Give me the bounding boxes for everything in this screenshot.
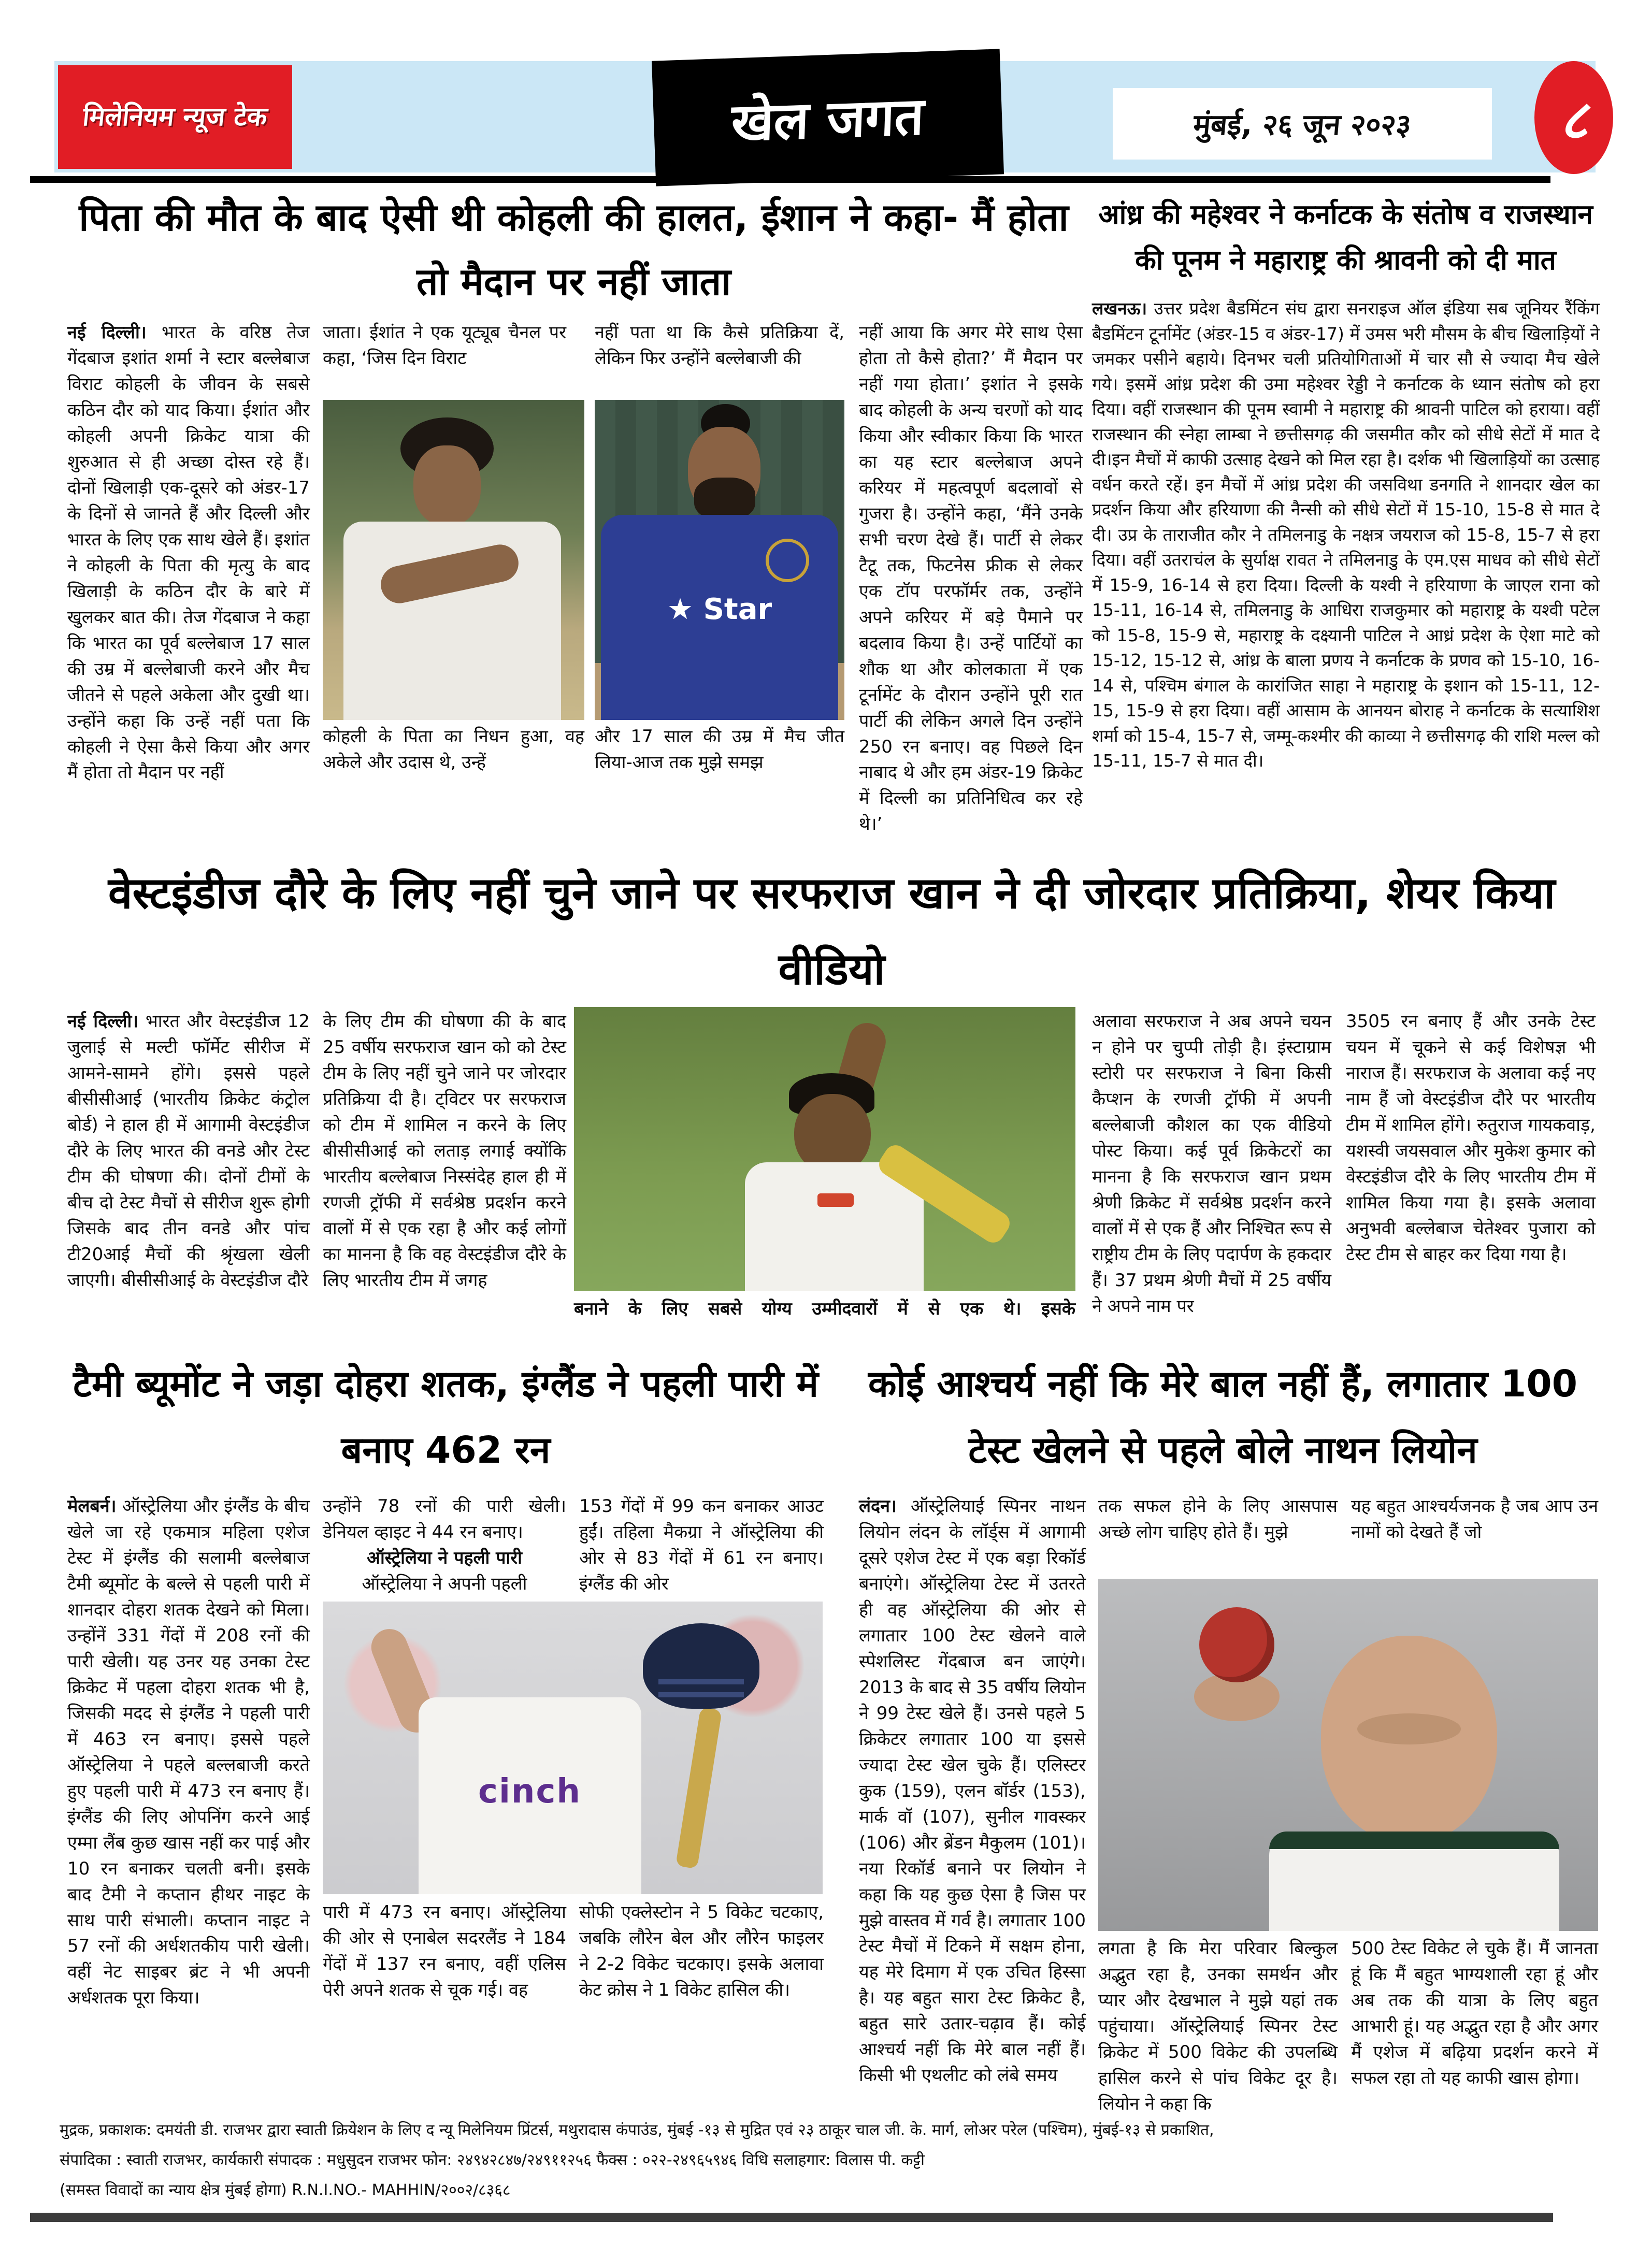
headline-text: आंध्र की महेश्वर ने कर्नाटक के संतोष व राजस्थान की पूनम ने महाराष्ट्र की श्रावनी को दी मात: [1098, 199, 1593, 276]
photo-ishant-sharma-star-jersey: [595, 400, 844, 720]
headline-text: पिता की मौत के बाद ऐसी थी कोहली की हालत, ईशान ने कहा- मैं होता तो मैदान पर नहीं जाता: [79, 195, 1069, 304]
kohli-column-4: [859, 320, 1083, 843]
body-text: लगता है कि मेरा परिवार बिल्कुल अद्भुत रहा है, उनका समर्थन और प्यार और देखभाल ने मुझे यहां तक पहुंचाया। ऑस्ट्रेलियाई स्पिनर टेस्ट क्रिकेट में 500 विकेट की उपलब्धि हासिल करने से पांच विकेट दूर है। लियोन ने कहा कि: [1098, 1938, 1338, 2114]
edition-date: मुंबई, २६ जून २०२३: [1191, 108, 1413, 142]
body-text: 500 टेस्ट विकेट ले चुके हैं। मैं जानता हूं कि मैं बहुत भाग्यशाली रहा हूं और अब तक की यात्रा के लिए बहुत आभारी हूं। यह अद्भुत रहा है और अगर मैं एशेज में बढ़िया प्रदर्शन करने में सफल रहा तो यह काफी खास होगा।: [1351, 1938, 1598, 2088]
page-number-badge: [1534, 61, 1613, 174]
body-text: जाता। ईशांत ने एक यूट्यूब चैनल पर कहा, ‘जिस दिन विराट: [323, 322, 566, 369]
kohli-column-2-top: [323, 320, 566, 397]
headline-kohli-article: [65, 185, 1083, 315]
body-text: ऑस्ट्रेलिया ने अपनी पहली: [362, 1573, 527, 1594]
shirt-collar: [1269, 1832, 1559, 1849]
helmet-grill: [658, 1692, 744, 1697]
masthead-rule: [30, 176, 1550, 183]
photo-sarfaraz-khan-celebration: [574, 1007, 1075, 1291]
sub-headline: ऑस्ट्रेलिया ने पहली पारी: [367, 1547, 522, 1568]
photo-tammy-beaumont-celebration: [323, 1602, 823, 1894]
body-text: यह बहुत आश्चर्यजनक है जब आप उन नामों को देखते हैं जो: [1351, 1496, 1598, 1542]
kohli-column-3-top: [595, 320, 844, 397]
body-text: 153 गेंदों में 99 कन बनाकर आउट हुईं। तहिला मैकग्रा ने ऑस्ट्रेलिया की ओर से 83 गेंदों में 61 रन बनाए। इंग्लैंड की ओर: [579, 1496, 824, 1594]
headline-text: कोई आश्चर्य नहीं कि मेरे बाल नहीं हैं, लगातार 100 टेस्ट खेलने से पहले बोले नाथन लियोन: [868, 1362, 1577, 1472]
body-text: पारी में 473 रन बनाए। ऑस्ट्रेलिया की ओर से एनाबेल सदरलैंड ने 184 गेंदों में 137 रन बनाए, वहीं एलिस पेरी अपने शतक से चूक गई। वह: [323, 1902, 566, 2000]
sarfaraz-column-5: [1346, 1009, 1596, 1343]
jersey-sponsor-text: ★ Star: [667, 593, 772, 626]
section-title: खेल जगत: [730, 85, 925, 153]
beaumont-column-1: [67, 1494, 310, 2095]
lyon-col1-text: [859, 1494, 1086, 2089]
headline-text: वेस्टइंडीज दौरे के लिए नहीं चुने जाने पर सरफराज खान ने दी जोरदार प्रतिक्रिया, शेयर किया वीडियो: [108, 868, 1556, 994]
shirt-sponsor-text: cinch: [478, 1772, 581, 1811]
photo-nathan-lyon-red-ball: [1098, 1579, 1598, 1931]
body-text: के लिए टीम की घोषणा की के बाद 25 वर्षीय सरफराज खान को को टेस्ट टीम के लिए नहीं चुने जाने पर जोरदार प्रतिक्रिया दी है। ट्विटर पर सरफराज को टीम में शामिल न करने के लिए बीसीसीआई को लताड़ लगाई क्योंकि भारतीय बल्लेबाज निस्संदेह हाल ही में रणजी ट्रॉफी में सर्वश्रेष्ठ प्रदर्शन करने वालों में से एक रहा है और कई लोगों का मानना है कि वह वेस्टइंडीज दौरे के लिए भारतीय टीम में जगह: [323, 1011, 566, 1291]
sarfaraz-column-1: [67, 1009, 310, 1343]
figure-beard: [694, 478, 755, 520]
figure-face: [413, 445, 481, 526]
sarfaraz-column-4: [1092, 1009, 1331, 1343]
body-text: नहीं पता था कि कैसे प्रतिक्रिया दें, लेकिन फिर उन्होंने बल्लेबाजी की: [595, 322, 844, 369]
beaumont-column-3-bottom: [579, 1900, 824, 2097]
kohli-column-1: [67, 320, 310, 843]
section-banner: [652, 49, 1004, 186]
body-text: नहीं आया कि अगर मेरे साथ ऐसा होता तो कैसे होता?’ मैं मैदान पर नहीं गया होता।’ इशांत ने इसके बाद कोहली के अन्य चरणों को याद किया और स्वीकार किया कि भारत का यह स्टार बल्लेबाज अपने करियर में महत्वपूर्ण बदलावों से गुजरा है। उन्होंने कहा, ‘मैंने उनके सभी चरण देखे हैं। पार्टी से लेकर टैटू तक, फिटनेस फ्रीक से लेकर एक टॉप परफॉर्मर तक, उन्होंने अपने करियर में बड़े पैमाने पर बदलाव किया है। उन्हें पार्टियों का शौक था और कोलकाता में एक टूर्नामेंट के दौरान उन्होंने पूरी रात पार्टी की लेकिन अगले दिन उन्होंने 250 रन बनाए। वह पिछले दिन नाबाद थे और हम अंडर-19 क्रिकेट में दिल्ली का प्रतिनिधित्व कर रहे थे।’: [859, 322, 1083, 835]
dateline: लखनऊ।: [1092, 298, 1147, 319]
headline-badminton-article: [1090, 184, 1601, 291]
headline-sarfaraz-article: [66, 861, 1597, 1002]
body-text: तक सफल होने के लिए आसपास अच्छे लोग चाहिए होते हैं। मुझे: [1098, 1496, 1338, 1542]
figure-face-shading: [1357, 1713, 1461, 1744]
footer-rule: [30, 2213, 1553, 2222]
dateline-box: [1113, 88, 1492, 160]
lyon-column-3-bottom: [1351, 1936, 1598, 2098]
body-text: ऑस्ट्रेलिया और इंग्लैंड के बीच खेले जा रहे एकमात्र महिला एशेज टेस्ट में इंग्लैंड की सलामी बल्लेबाज टैमी ब्यूमोंट के बल्ले से पहली पारी में शानदार दोहरा शतक देखने को मिला। उन्होंनें 331 गेंदों में 208 रनों की पारी खेली। यह उनर यह उनका टेस्ट क्रिकेट में पहला दोहरा शतक भी है, जिसकी मदद से इंग्लैंड ने पहली पारी में 463 रन बनाए। इससे पहले ऑस्ट्रेलिया ने पहले बल्लबाजी करते हुए पहली पारी में 473 रन बनाए हैं।इंग्लैंड की लिए ओपनिंग करने आई एम्मा लैंब कुछ खास नहीं कर पाई और 10 रन बनाकर चलती बनी। इसके बाद टैमी ने कप्तान हीथर नाइट के साथ पारी संभाली। कप्तान नाइट ने 57 रनों की अर्धशतकीय पारी खेली। वहीं नेट साइबर ब्रंट ने भी अपनी अर्धशतक पूरा किया।: [67, 1496, 310, 2009]
caption-text: और 17 साल की उम्र में मैच जीत लिया-आज तक मुझे समझ: [595, 726, 844, 773]
lyon-column-2-bottom: [1098, 1936, 1338, 2114]
caption-text: बनाने के लिए सबसे योग्य उम्मीदवारों में से एक थे। इसके: [574, 1299, 1075, 1319]
imprint-line-1: मुद्रक, प्रकाशक: दमयंती डी. राजभर द्वारा स्वाती क्रियेशन के लिए द न्यू मिलेनियम प्रिंटर्स, मथुरादास कंपाउंड, मुंबई -१३ से मुद्रित एवं २३ ठाकूर चाल जी. के. मार्ग, लोअर परेल (पश्चिम), मुंबई-१३ से प्रकाशित,: [60, 2121, 1214, 2139]
dateline: मेलबर्न।: [67, 1496, 117, 1517]
body-text: अलावा सरफराज ने अब अपने चयन न होने पर चुप्पी तोड़ी है। इंस्टाग्राम स्टोरी पर सरफराज ने बिना किसी कैप्शन के रणजी ट्रॉफी में अपनी बल्लेबाजी कौशल का एक वीडियो पोस्ट किया। कई पूर्व क्रिकेटरों का मानना है कि सरफराज खान प्रथम श्रेणी क्रिकेट में सर्वश्रेष्ठ प्रदर्शन करने वालों में से एक हैं और निश्चित रूप से राष्ट्रीय टीम के लिए पदार्पण के हकदार हैं। 37 प्रथम श्रेणी मैचों में 25 वर्षीय ने अपने नाम पर: [1092, 1011, 1331, 1317]
headline-lyon-article: [843, 1346, 1602, 1488]
helmet-grill: [658, 1679, 744, 1684]
body-text: उत्तर प्रदेश बैडमिंटन संघ द्वारा सनराइज ऑल इंडिया सब जूनियर रैंकिंग बैडमिंटन टूर्नामेंट (अंडर-15 व अंडर-17) में उमस भरी मौसम के बीच खिलाड़ियों ने जमकर पसीने बहाये। दिनभर चली प्रतियोगिताओं में चार सौ से ज्यादा मैच खेले गये। इसमें आंध्र प्रदेश की उमा महेश्वर रेड्डी ने कर्नाटक के ध्यान संतोष को हरा दिया। वहीं राजस्थान की पूनम स्वामी ने महाराष्ट्र की श्रावनी पाटिल को हराया। वहीं राजस्थान की स्नेहा लाम्बा ने छत्तीसगढ़ की जसमीत कौर को सीधे सेटों में मात दे दी।इन मैचों में काफी उत्साह देखने को मिल रहा है। दर्शक भी खिलाड़ियों का उत्साह वर्धन करते रहें। इन मैचों में आंध्र प्रदेश की जसविथा डनगति ने शानदार खेल का प्रदर्शन किया और हरियाणा की नैन्सी को सीधे सेटों में 15-10, 15-8 से मात दे दी। उप्र के ताराजीत कौर ने तमिलनाडु के नक्षत्र जयराज को 15-8, 15-7 से हरा दिया। वहीं उतराचंल के सुर्याक्ष रावत ने तमिलनाडु के एम.एस माधव को सीधे सेटों में 15-9, 16-14 से हरा दिया। दिल्ली के यश्वी ने हरियाणा के जाएल राना को 15-11, 16-14 से, तमिलनाडु के आधिरा राजकुमार को महाराष्ट्र के यश्वी पटेल को 15-8, 15-9 से, महाराष्ट्र के दक्ष्यानी पाटिल ने आध्रं प्रदेश के ऐशा माटे को 15-12, 15-12 से, आंध्र के बाला प्रणय ने कर्नाटक के प्रणव को 15-10, 16-14 से, पश्चिम बंगाल के कारांजित साहा ने महाराष्ट्र के इशान को 15-11, 12-15, 15-9 से हरा दिया। वहीं आसाम के आनयन बोराह ने कर्नाटक के सत्याशिश शर्मा को 15-4, 15-7 से, जम्मू-कश्मीर की काव्या ने छत्तीसगढ़ की राशि मल्ल को 15-11, 15-7 से मात दी।: [1092, 298, 1600, 771]
sarfaraz-photo-caption: [574, 1296, 1075, 1337]
kohli-col1-text: [67, 320, 310, 786]
newspaper-name: मिलेनियम न्यूज टेक: [81, 102, 269, 132]
page-number: ८: [1559, 88, 1588, 152]
body-text: सोफी एक्लेस्टोन ने 5 विकेट चटकाए, जबकि लौरेन बेल और लौरेन फाइलर ने 2-2 विकेट चटकाए। इसके अलावा केट क्रोस ने 1 विकेट हासिल की।: [579, 1902, 824, 2000]
dateline: लंदन।: [859, 1496, 897, 1517]
body-text: भारत के वरिष्ठ तेज गेंदबाज इशांत शर्मा ने स्टार बल्लेबाज विराट कोहली के जीवन के सबसे कठिन दौर को याद किया। ईशांत और कोहली अपनी क्रिकेट यात्रा की शुरुआत से ही अच्छा दोस्त रहे हैं। दोनों खिलाड़ी एक-दूसरे को अंडर-17 के दिनों से जानते हैं और दिल्ली और भारत के लिए एक साथ खेले हैं। इशांत ने कोहली के पिता की मृत्यु के बाद खिलाड़ी के कठिन दौर के बारे में खुलकर बात की। तेज गेंदबाज ने कहा कि भारत का पूर्व बल्लेबाज 17 साल की उम्र में बल्लेबाजी करने और मैच जीतने से पहले अकेला और दुखी था। उन्होंने कहा कि उन्हें नहीं पता कि कोहली ने ऐसा कैसे किया और अगर मैं होता तो मैदान पर नहीं: [67, 322, 310, 783]
imprint-line-3: (समस्त विवादों का न्याय क्षेत्र मुंबई होगा) R.N.I.NO.- MAHHIN/२००२/८३६८: [60, 2181, 511, 2199]
bcci-crest-icon: [766, 539, 809, 582]
sarfaraz-col1-text: [67, 1009, 310, 1294]
caption-text: कोहली के पिता का निधन हुआ, वह अकेले और उदास थे, उन्हें: [323, 726, 584, 773]
badminton-body-text: [1092, 296, 1600, 774]
beaumont-column-3-top: [579, 1494, 824, 1600]
headline-beaumont-article: [66, 1346, 825, 1488]
badminton-body: [1092, 296, 1600, 853]
lyon-column-2-top: [1098, 1494, 1338, 1577]
beaumont-column-2-bottom: [323, 1900, 566, 2097]
jersey-logo: [817, 1193, 854, 1207]
photo-virat-kohli-white-tee: [323, 400, 584, 720]
kohli-caption-left: [323, 724, 584, 799]
headline-text: टैमी ब्यूमोंट ने जड़ा दोहरा शतक, इंग्लैंड ने पहली पारी में बनाए 462 रन: [73, 1362, 818, 1472]
kohli-caption-right: [595, 724, 844, 799]
body-text: ऑस्ट्रेलियाई स्पिनर नाथन लियोन लंदन के लॉर्ड्स में आगामी दूसरे एशेज टेस्ट में एक बड़ा रिकॉर्ड बनाएंगे। ऑस्ट्रेलिया टेस्ट में उतरते ही वह ऑस्ट्रेलिया की ओर से लगातार 100 टेस्ट खेलने वाले स्पेशलिस्ट गेंदबाज बन जाएंगे। 2013 के बाद से 35 वर्षीय लियोन ने 99 टेस्ट खेले हैं। उनसे पहले 5 क्रिकेटर लगातार 100 या इससे ज्यादा टेस्ट खेल चुके हैं। एलिस्टर कुक (159), एलन बॉर्डर (153), मार्क वॉ (107), सुनील गावस्कर (106) और ब्रेंडन मैकुलम (101)। नया रिकॉर्ड बनाने पर लियोन ने कहा कि यह कुछ ऐसा है जिस पर मुझे वास्तव में गर्व है। लगातार 100 टेस्ट मैचों में टिकने में सक्षम होना, यह मेरे दिमाग में एक उचित हिस्सा है। यह बहुत सारा टेस्ट क्रिकेट है, बहुत सारे उतार-चढ़ाव हैं। कोई आश्चर्य नहीं कि मेरे बाल नहीं हैं। किसी भी एथलीट को लंबे समय: [859, 1496, 1086, 2086]
body-text: भारत और वेस्टइंडीज 12 जुलाई से मल्टी फॉर्मेट सीरीज में आमने-सामने होंगे। इससे पहले बीसीसीआई (भारतीय क्रिकेट कंट्रोल बोर्ड) ने हाल ही में आगामी वेस्टइंडीज दौरे के लिए भारत की वनडे और टेस्ट टीम की घोषणा की। दोनों टीमों के बीच दो टेस्ट मैचों से सीरीज शुरू होगी जिसके बाद तीन वनडे और पांच टी20आई मैचों की श्रृंखला खेली जाएगी। बीसीसीआई के वेस्टइंडीज दौरे: [67, 1011, 310, 1291]
sarfaraz-column-2: [323, 1009, 566, 1343]
body-text: उन्होंने 78 रनों की पारी खेली। डेनियल व्हाइट ने 44 रन बनाए।: [323, 1496, 566, 1542]
lyon-column-3-top: [1351, 1494, 1598, 1577]
beaumont-col1-text: [67, 1494, 310, 2011]
beaumont-column-2-top: [323, 1494, 566, 1600]
body-text: 3505 रन बनाए हैं और उनके टेस्ट चयन में चूकने से कई विशेषज्ञ भी नाराज हैं। सरफराज के अलावा कई नए नाम हैं जो वेस्टइंडीज दौरे पर भारतीय टीम में शामिल होंगे। रुतुराज गायकवाड़, यशस्वी जयसवाल और मुकेश कुमार को वेस्टइंडीज दौरे के लिए भारतीय टीम में शामिल किया गया है। इसके अलावा अनुभवी बल्लेबाज चेतेश्वर पुजारा को टेस्ट टीम से बाहर कर दिया गया है।: [1346, 1011, 1596, 1265]
lyon-column-1: [859, 1494, 1086, 2095]
imprint-line-2: संपादिका : स्वाती राजभर, कार्यकारी संपादक : मधुसुदन राजभर फोन: २४९४२८४७/२४९११२५६ फैक्स : ०२२-२४९६५९४६ विधि सलाहगार: विलास पी. कट्टी: [60, 2151, 925, 2169]
dateline: नई दिल्ली।: [67, 322, 147, 343]
figure-white-shirt: [343, 522, 561, 720]
dateline: नई दिल्ली।: [67, 1011, 139, 1032]
newspaper-logo: [58, 65, 292, 169]
bat-handle: [676, 1707, 722, 1869]
cricket-ball: [1199, 1607, 1274, 1682]
